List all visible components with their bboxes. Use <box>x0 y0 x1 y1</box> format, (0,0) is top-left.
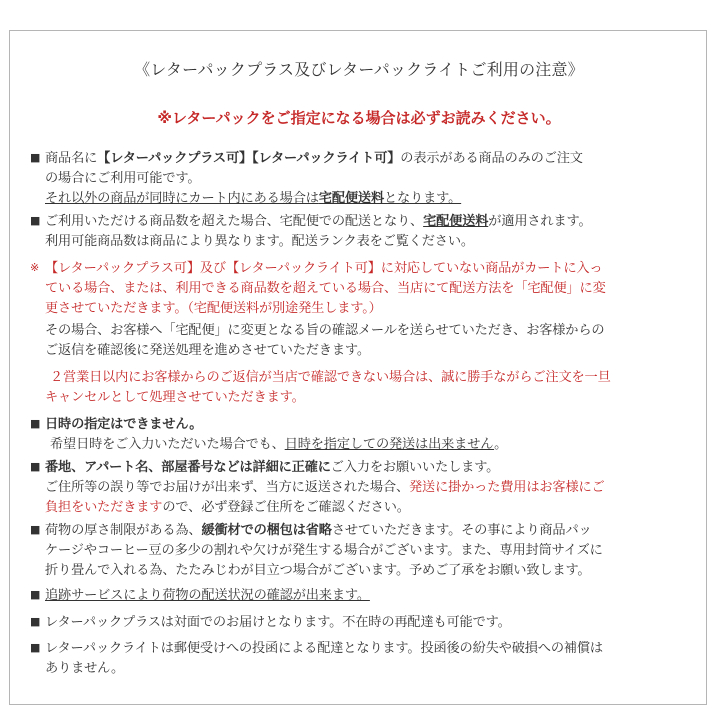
bullet-icon: ■ <box>30 615 41 628</box>
asterisk-icon: ※ <box>30 261 40 274</box>
page-title: 《レターパックプラス及びレターパックライトご利用の注意》 <box>134 60 584 79</box>
bullet-icon: ■ <box>30 523 41 536</box>
bullet-icon: ■ <box>30 214 41 227</box>
section-eligible-items: ■ 商品名に【レターパックプラス可】【レターパックライト可】の表示がある商品のみのご注文 の場合にご利用可能です。 それ以外の商品が同時にカート内にある場合は宅配便送料となります。 <box>30 148 696 209</box>
section-packaging: ■ 荷物の厚さ制限がある為、緩衝材での梱包は省略させていただきます。その事により商品パッ ケージやコーヒー豆の多少の割れや欠けが発生する場合がございます。また、専用封筒サイズに 折り畳んで入れる為、たたみじわが目立つ場合がございます。予めご了承をお願い致します。 <box>30 520 696 581</box>
bullet-icon: ■ <box>30 641 41 654</box>
bullet-icon: ■ <box>30 151 41 164</box>
section-cancellation: ２営業日以内にお客様からのご返信が当店で確認できない場合は、誠に勝手ながらご注文を一旦 キャンセルとして処理させていただきます。 <box>45 370 611 405</box>
section-item-limit: ■ ご利用いただける商品数を超えた場合、宅配便での配送となり、宅配便送料が適用されます。 利用可能商品数は商品により異なります。配送ランク表をご覧ください。 <box>30 211 696 252</box>
bullet-icon: ■ <box>30 460 41 473</box>
section-letterpack-light: ■ レターパックライトは郵便受けへの投函による配達となります。投函後の紛失や破損への補償は ありません。 <box>30 638 696 679</box>
bullet-icon: ■ <box>30 588 41 601</box>
section-address-accuracy: ■ 番地、アパート名、部屋番号などは詳細に正確にご入力をお願いいたします。 ご住所等の誤り等でお届けが出来ず、当方に返送された場合、発送に掛かった費用はお客様にご 負担をいただきますので、必ず登録ご住所をご確認ください。 <box>30 457 696 518</box>
section-letterpack-plus: ■ レターパックプラスは対面でのお届けとなります。不在時の再配達も可能です。 <box>30 612 696 633</box>
warning-subtitle: ※レターパックをご指定になる場合は必ずお読みください。 <box>157 109 561 127</box>
bullet-icon: ■ <box>30 417 41 430</box>
section-unsupported-items: ※ 【レターパックプラス可】及び【レターパックライト可】に対応していない商品がカートに入っ ている場合、または、利用できる商品数を超えている場合、当店にて配送方法を「宅配便」に変 更させていただきます。（宅配便送料が別途発生します。） <box>30 258 696 319</box>
section-tracking: ■ 追跡サービスにより荷物の配送状況の確認が出来ます。 <box>30 585 696 606</box>
section-no-date-selection: ■ 日時の指定はできません。 希望日時をご入力いただいた場合でも、日時を指定しての発送は出来ません。 <box>30 414 696 455</box>
section-confirmation-email: その場合、お客様へ「宅配便」に変更となる旨の確認メールを送らせていただき、お客様からの ご返信を確認後に発送処理を進めさせていただきます。 <box>45 323 605 358</box>
